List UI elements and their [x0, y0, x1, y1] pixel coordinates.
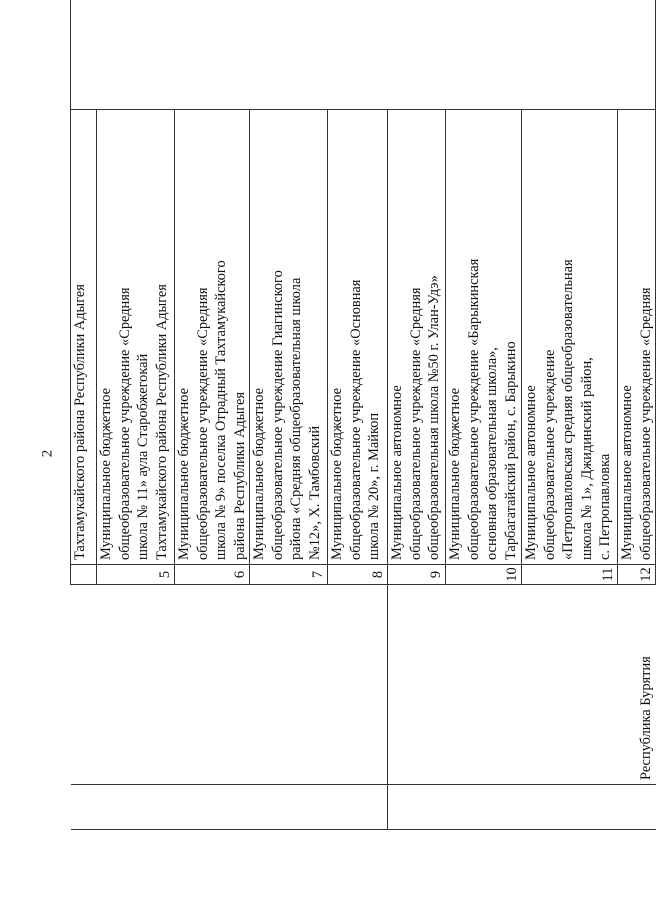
row-number: 6 — [175, 565, 250, 585]
page-number: 2 — [39, 449, 56, 458]
school-cell — [97, 110, 175, 565]
school-line: школа № 11» аула Старобжегокай — [135, 353, 151, 560]
school-cell — [522, 110, 618, 565]
school-line: Муниципальное автономное — [389, 385, 405, 560]
school-line: с. Петропавловка — [597, 453, 613, 560]
school-line: общеобразовательное учреждение «Средняя — [637, 287, 654, 560]
row-number: 10 — [446, 565, 522, 585]
school-line: основная образовательная школа», — [484, 347, 500, 560]
empty-cell — [71, 0, 656, 110]
school-line: Тахтамукайского района Республики Адыгея — [153, 284, 170, 560]
school-cell — [250, 110, 328, 565]
school-line: Муниципальное бюджетное — [447, 387, 463, 560]
school-line: общеобразовательное учреждение «Барыкинская — [465, 258, 482, 560]
table-row — [97, 0, 175, 830]
school-line: общеобразовательное учреждение «Средняя — [194, 287, 211, 560]
row-number: 9 — [388, 565, 446, 585]
school-line: школа № 1», Джидинский район, — [578, 357, 595, 560]
empty-cell — [97, 785, 175, 830]
school-line: Муниципальное автономное — [523, 385, 539, 560]
row-number — [71, 565, 97, 585]
school-line: общеобразовательное учреждение «Средняя — [407, 287, 424, 560]
school-cell — [328, 110, 388, 565]
empty-cell — [618, 785, 656, 830]
table-row — [71, 0, 97, 830]
empty-cell — [388, 785, 446, 830]
empty-cell — [250, 585, 328, 785]
table-row — [388, 0, 446, 830]
school-line: района «Средняя общеобразовательная школа — [288, 277, 304, 560]
region-cell-adygea — [71, 585, 97, 785]
empty-cell — [175, 585, 250, 785]
school-line: школа № 20», г. Майкоп — [366, 412, 382, 560]
rotated-table-wrapper — [70, 0, 654, 830]
empty-cell — [522, 785, 618, 830]
row-number: 12 — [618, 565, 656, 585]
region-cell-buryatia: Республика Бурятия — [388, 585, 656, 785]
school-line: Муниципальное бюджетное — [98, 387, 114, 560]
school-line: Муниципальное бюджетное — [176, 387, 192, 560]
row-number: 11 — [522, 565, 618, 585]
school-cell — [446, 110, 522, 565]
school-line: района Республики Адыгея — [231, 391, 248, 560]
school-line: школа № 9» поселка Отрадный Тахтамукайского — [213, 260, 229, 560]
school-line: общеобразовательное учреждение «Основная — [347, 279, 364, 560]
table-row — [175, 0, 250, 830]
schools-table — [70, 0, 656, 830]
empty-cell — [328, 585, 388, 785]
school-cell — [71, 110, 97, 565]
school-line: Тарбагатайский район, с. Барыкино — [502, 341, 519, 560]
row-number: 8 — [328, 565, 388, 585]
table-row — [250, 0, 328, 830]
school-cell — [388, 110, 446, 565]
row-number: 5 — [97, 565, 175, 585]
school-line: общеобразовательное учреждение Гиагинского — [269, 270, 286, 560]
school-line: общеобразовательное учреждение «Средняя — [116, 287, 133, 560]
school-line: Тахтамукайского района Республики Адыгея — [72, 284, 88, 560]
school-cell — [175, 110, 250, 565]
school-line: «Петропавловская средняя общеобразовательная — [560, 259, 576, 560]
school-line: общеобразовательная школа №50 г. Улан-Удэ» — [426, 275, 442, 560]
school-line: Муниципальное бюджетное — [329, 387, 345, 560]
school-line: Муниципальное автономное — [619, 385, 635, 560]
empty-cell — [328, 785, 388, 830]
empty-cell — [97, 585, 175, 785]
row-number: 7 — [250, 565, 328, 585]
empty-cell — [175, 785, 250, 830]
school-cell — [618, 110, 656, 565]
school-line: Муниципальное бюджетное — [251, 387, 267, 560]
empty-cell — [250, 785, 328, 830]
school-line: общеобразовательное учреждение — [541, 349, 558, 560]
school-line: №12», Х. Тамбовский — [306, 425, 323, 560]
empty-cell — [446, 785, 522, 830]
empty-cell — [71, 785, 97, 830]
table-row — [328, 0, 388, 830]
